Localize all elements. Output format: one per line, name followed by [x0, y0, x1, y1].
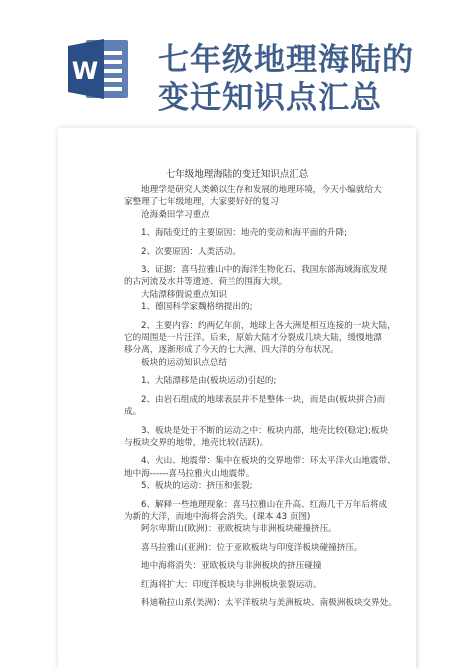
document-paragraph: 科迪勒拉山系(美洲)：太平洋板块与美洲板块、南极洲板块交界处。: [141, 597, 397, 608]
document-paragraph: 移分离，逐渐形成了今天的七大洲、四大洋的分布状况。: [124, 345, 339, 356]
document-paragraph: 红海将扩大：印度洋板块与非洲板块张裂运动。: [141, 579, 322, 590]
document-body: [124, 184, 397, 609]
document-paragraph: 成。: [124, 407, 142, 418]
document-paragraph: 与板块交界的地带，地壳比较(活跃)。: [124, 437, 269, 448]
document-paragraph: 2、主要内容：约两亿年前，地球上各大洲是相互连接的一块大陆，: [141, 320, 396, 331]
document-paragraph: 它的周围是一片汪洋。后来，原始大陆才分裂成几块大陆，缓慢地漂: [124, 333, 382, 344]
header-banner: [0, 0, 474, 116]
document-paragraph: 的古河流及水井等遗迹、荷兰的围海大坝。: [124, 277, 288, 288]
document-paragraph: 2、由岩石组成的地球表层并不是整体一块，而是由(板块拼合)而: [141, 394, 386, 405]
document-paragraph: 1、大陆漂移是由(板块运动)引起的;: [141, 376, 277, 387]
document-page: [58, 128, 416, 669]
document-paragraph: 地中海将消失：亚欧板块与非洲板块的挤压碰撞: [141, 561, 322, 572]
document-paragraph: 地中海------喜马拉雅火山地震带。: [124, 468, 255, 479]
document-paragraph: 6、解释一些地理现象：喜马拉雅山在升高、红海几千万年后将成: [141, 499, 388, 510]
banner-title-line-2: 变迁知识点汇总: [158, 80, 382, 116]
document-paragraph: 地理学是研究人类赖以生存和发展的地理环境，今天小编就给大: [141, 185, 382, 195]
document-paragraph: 3、板块是处于不断的运动之中：板块内部，地壳比较(稳定);板块: [141, 425, 389, 436]
document-paragraph: 5、板块的运动：挤压和张裂;: [141, 481, 253, 492]
word-document-icon: [66, 36, 132, 102]
document-paragraph: 大陆漂移假说重点知识: [141, 289, 227, 300]
document-paragraph: 3、证据：喜马拉雅山中的海洋生物化石、我国东部海域海底发现: [141, 265, 388, 276]
document-paragraph: 板块的运动知识点总结: [141, 357, 227, 368]
document-paragraph: 家整理了七年级地理，大家要好好的复习: [124, 197, 279, 208]
document-paragraph: 1、海陆变迁的主要原因：地壳的变动和海平面的升降;: [141, 228, 348, 239]
document-title: 七年级地理海陆的变迁知识点汇总: [165, 169, 309, 180]
document-paragraph: 阿尔卑斯山(欧洲)：亚欧板块与非洲板块碰撞挤压。: [141, 524, 337, 535]
word-icon-letter: W: [71, 57, 99, 85]
document-paragraph: 为新的大洋，而地中海将会消失。(课本 43 页图): [124, 511, 311, 522]
document-paragraph: 2、次要原因：人类活动。: [141, 246, 241, 257]
document-paragraph: 4、火山、地震带：集中在板块的交界地带：环太平洋火山地震带、: [141, 456, 396, 467]
document-paragraph: 喜马拉雅山(亚洲)：位于亚欧板块与印度洋板块碰撞挤压。: [141, 542, 363, 553]
document-paragraph: 1、德国科学家魏格纳提出的;: [141, 302, 253, 313]
document-paragraph: 沧海桑田学习重点: [141, 209, 210, 220]
banner-title-line-1: 七年级地理海陆的: [158, 42, 414, 78]
